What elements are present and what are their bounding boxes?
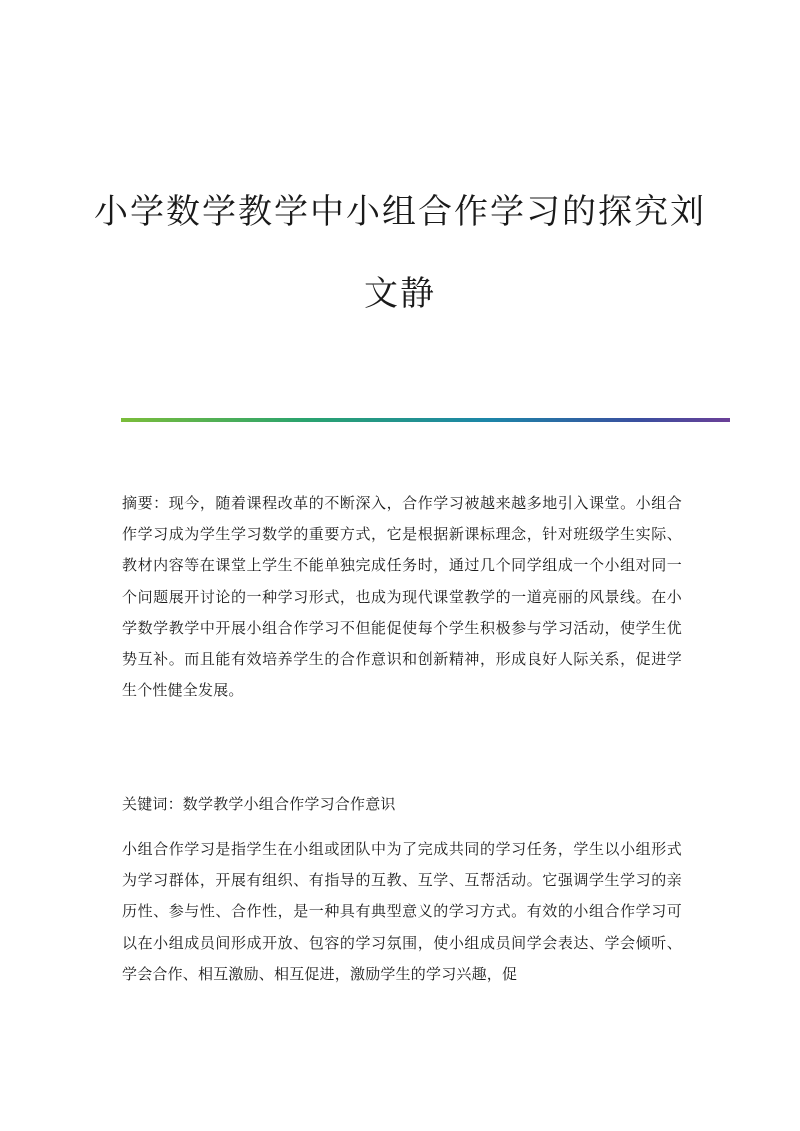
document-title-line-2: 文静 xyxy=(364,274,436,314)
title-divider xyxy=(121,418,730,422)
body-paragraph: 小组合作学习是指学生在小组或团队中为了完成共同的学习任务，学生以小组形式为学习群体，开展有组织、有指导的互教、互学、互帮活动。它强调学生学习的亲历性、参与性、合作性，是一种具有典型意义的学习方式。有效的小组合作学习可以在小组成员间形成开放、包容的学习氛围，使小组成员间学会表达、学会倾听、学会合作、相互激励、相互促进，激励学生的学习兴趣，促 xyxy=(122,840,682,983)
keywords-line: 关键词：数学教学小组合作学习合作意识 xyxy=(122,795,396,813)
abstract-paragraph: 摘要：现今，随着课程改革的不断深入，合作学习被越来越多地引入课堂。小组合作学习成为学生学习数学的重要方式，它是根据新课标理念，针对班级学生实际、教材内容等在课堂上学生不能单独完成任务时，通过几个同学组成一个小组对同一个问题展开讨论的一种学习形式，也成为现代课堂教学的一道亮丽的风景线。在小学数学教学中开展小组合作学习不但能促使每个学生积极参与学习活动，使学生优势互补。而且能有效培养学生的合作意识和创新精神，形成良好人际关系，促进学生个性健全发展。 xyxy=(122,494,682,700)
document-title-line-1: 小学数学教学中小组合作学习的探究刘 xyxy=(94,192,706,232)
